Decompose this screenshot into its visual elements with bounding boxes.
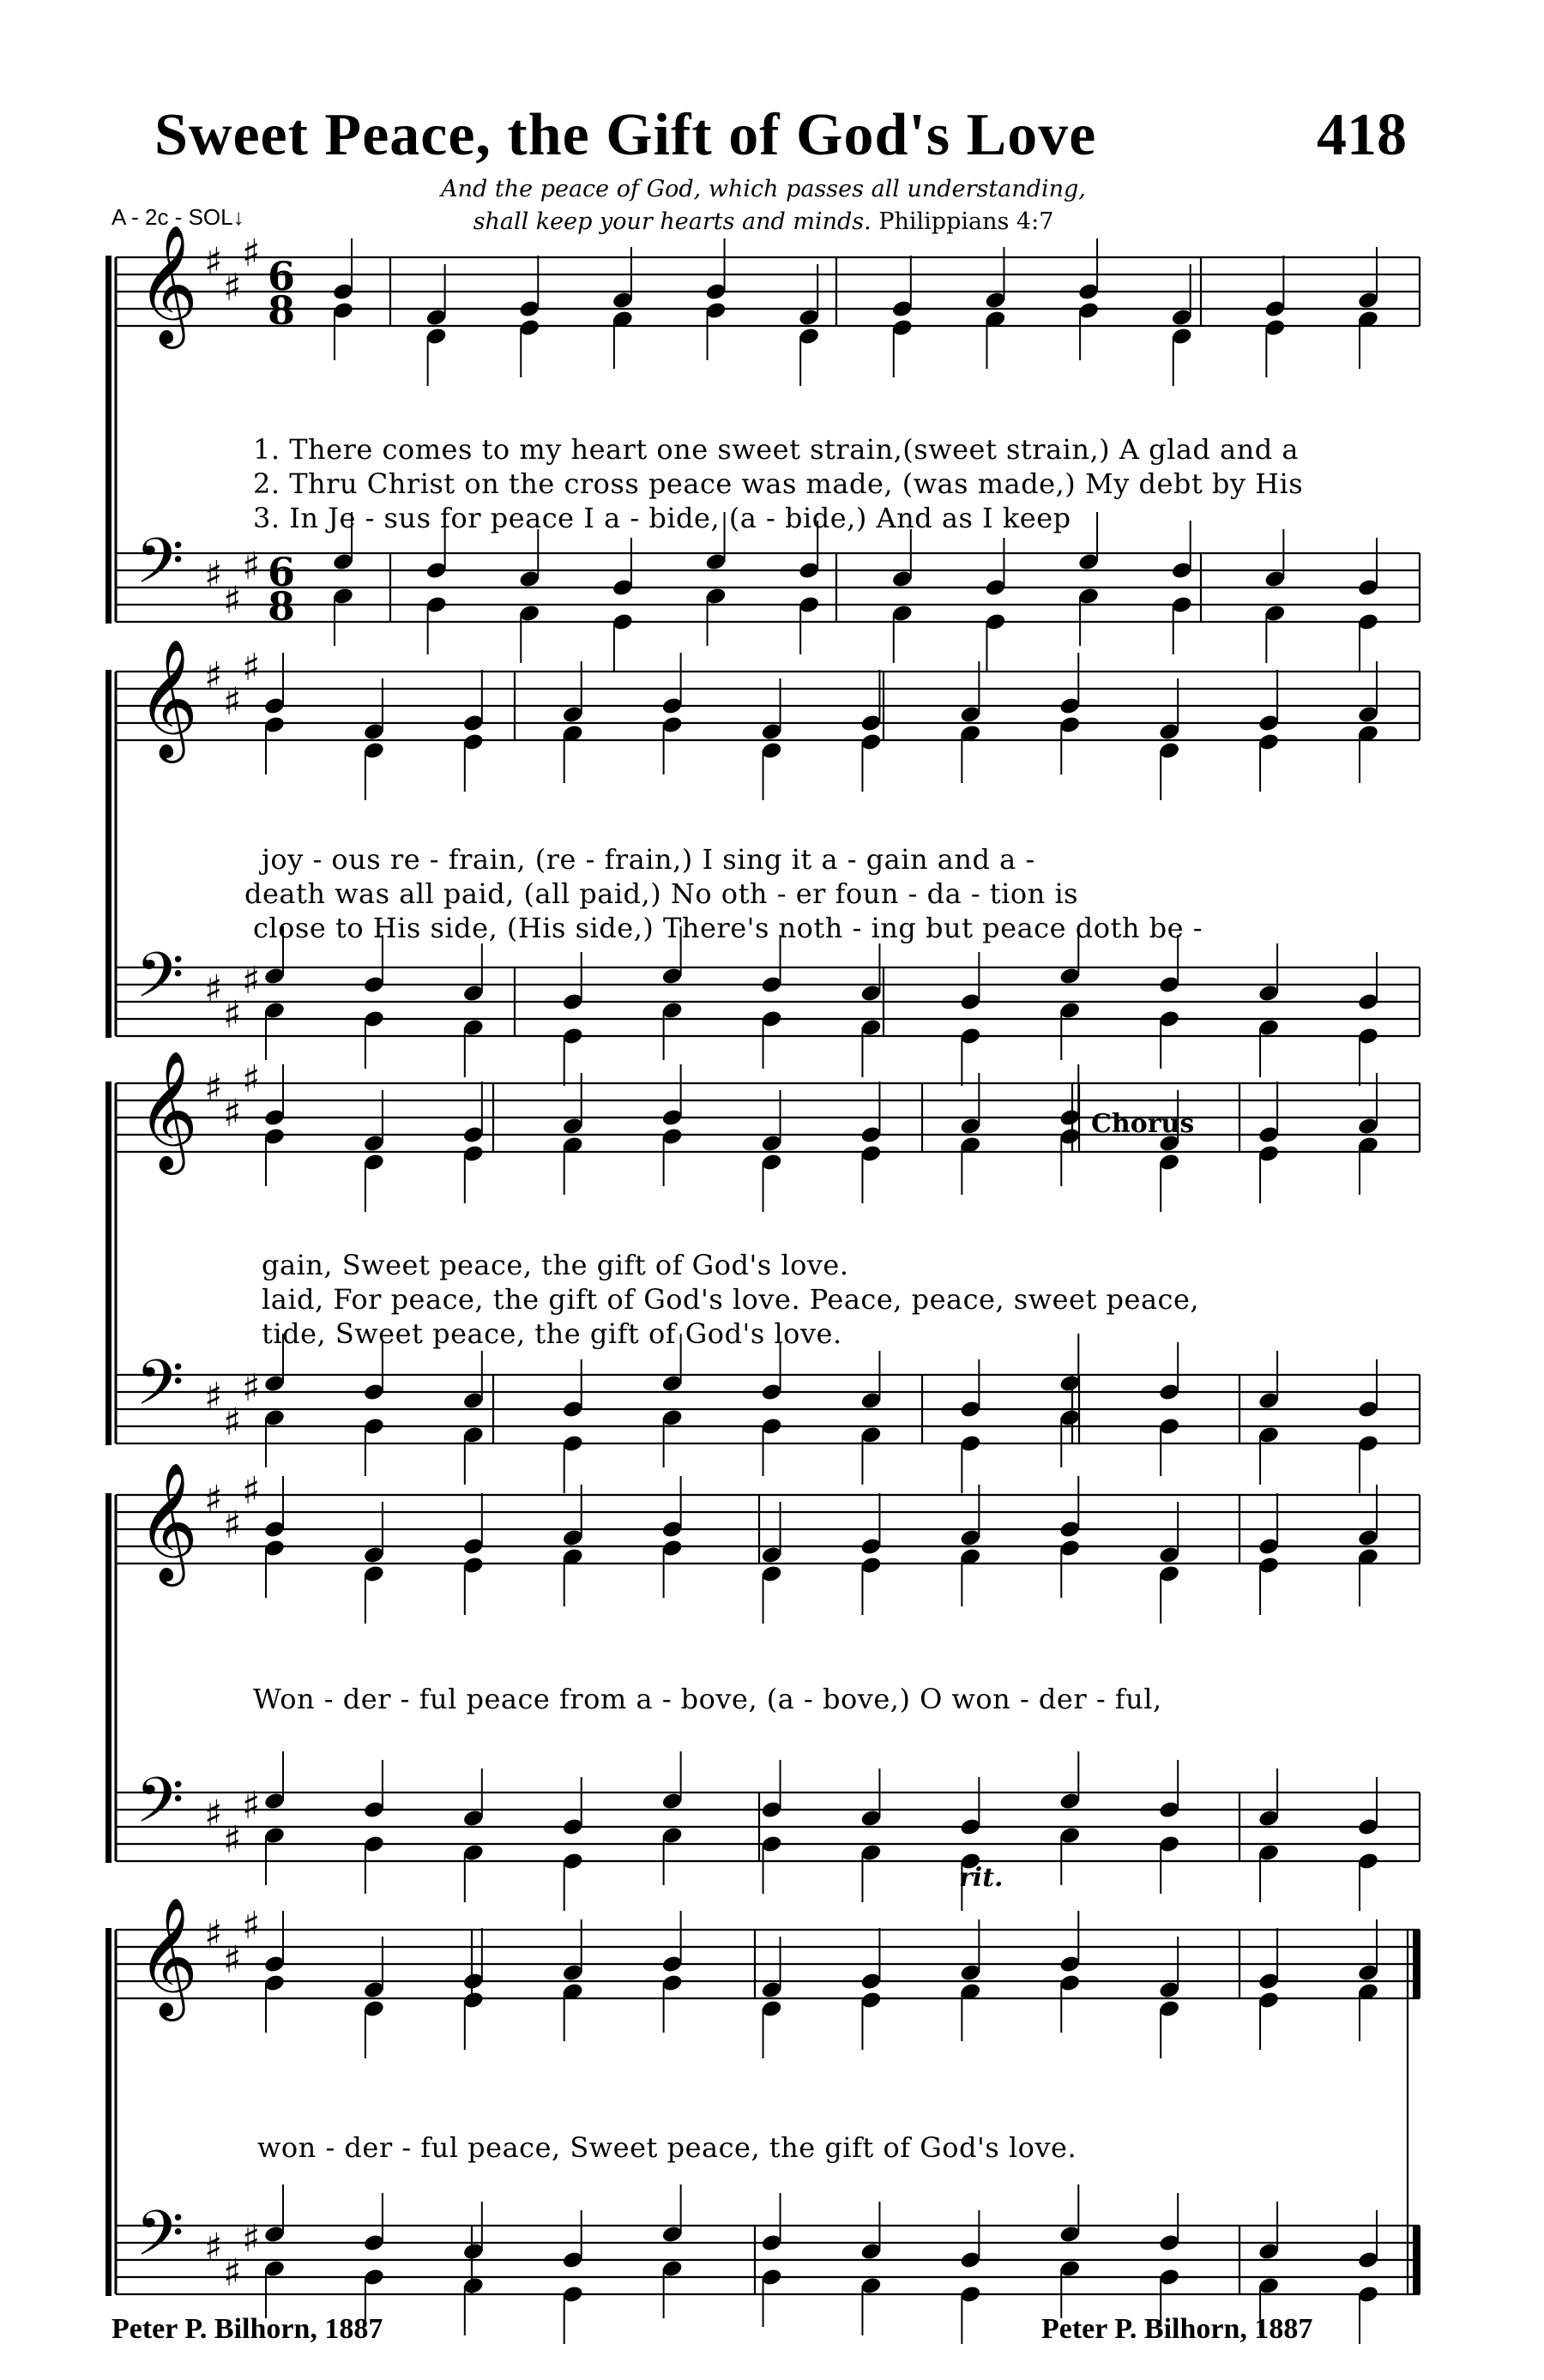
- lyric-s2-verse3: close to His side, (His side,) There's noth - ing but peace doth be -: [253, 912, 1203, 944]
- lyric-s3-verse1: gain, Sweet peace, the gift of God's love.: [262, 1249, 849, 1281]
- system-5-treble-sharp-icon: ♯: [242, 1904, 261, 1948]
- system-4-brace-bar: [106, 1493, 112, 1863]
- lyric-s1-verse1: 1. There comes to my heart one sweet strain,(sweet strain,) A glad and a: [253, 433, 1299, 466]
- system-1-bass-sharp-icon: ♯: [223, 579, 242, 623]
- system-4-treble-sharp-icon: ♯: [204, 1478, 223, 1521]
- rit-marking: rit.: [959, 1863, 1004, 1893]
- system-5-treble-sharp-icon: ♯: [204, 1913, 223, 1956]
- system-4-treble-sharp-icon: ♯: [223, 1503, 242, 1547]
- system-2-bass-sharp-icon: ♯: [204, 967, 223, 1011]
- system-1-bass-clef-icon: 𝄢: [136, 524, 184, 612]
- lyric-s1-verse2: 2. Thru Christ on the cross peace was made, (was made,) My debt by His: [253, 467, 1304, 500]
- time-signature-bottom-bass: 8: [268, 583, 296, 630]
- system-2-bass-clef-icon: 𝄢: [136, 938, 184, 1027]
- system-5-treble-clef-icon: 𝄞: [137, 1897, 198, 2016]
- scripture-line-2-text: shall keep your hearts and minds.: [473, 208, 872, 235]
- system-4-treble-clef-icon: 𝄞: [137, 1462, 198, 1582]
- system-1-brace-bar: [106, 256, 112, 624]
- final-barline-thick: [1413, 1930, 1420, 1998]
- system-2-treble-clef-icon: 𝄞: [137, 639, 198, 758]
- time-signature-top-treble: 6: [268, 253, 296, 299]
- final-barline-thick: [1413, 2226, 1420, 2294]
- system-3-bass-clef-icon: 𝄢: [136, 1346, 184, 1434]
- system-5-brace-bar: [106, 1928, 112, 2296]
- system-2-treble-sharp-icon: ♯: [242, 646, 261, 690]
- system-5-bass-sharp-icon: ♯: [204, 2226, 223, 2269]
- scripture-line-1: And the peace of God, which passes all understanding,: [441, 176, 1086, 202]
- system-2-treble-sharp-icon: ♯: [223, 680, 242, 724]
- system-4-bass-clef-icon: 𝄢: [136, 1763, 184, 1852]
- system-5-treble-sharp-icon: ♯: [223, 1938, 242, 1982]
- system-4-treble-sharp-icon: ♯: [242, 1469, 261, 1513]
- hymn-number: 418: [1317, 102, 1407, 168]
- system-1-bass-sharp-icon: ♯: [204, 553, 223, 597]
- system-3-brace-bar: [106, 1082, 112, 1445]
- lyric-s5: won - der - ful peace, Sweet peace, the gift of God's love.: [257, 2131, 1077, 2164]
- system-4-bass-sharp-icon: ♯: [223, 1818, 242, 1862]
- system-1-treble-sharp-icon: ♯: [223, 266, 242, 310]
- footer-lyricist: Peter P. Bilhorn, 1887: [112, 2313, 383, 2345]
- system-1-treble-sharp-icon: ♯: [204, 240, 223, 284]
- system-1-treble-sharp-icon: ♯: [242, 232, 261, 275]
- system-2-bass-sharp-icon: ♯: [242, 959, 261, 1003]
- time-signature-bottom-treble: 8: [268, 287, 296, 334]
- hymn-title: Sweet Peace, the Gift of God's Love: [154, 102, 1097, 168]
- system-3-bass-sharp-icon: ♯: [204, 1375, 223, 1419]
- system-3-treble-sharp-icon: ♯: [223, 1092, 242, 1136]
- footer-composer: Peter P. Bilhorn, 1887: [1041, 2313, 1313, 2345]
- system-3-bass-sharp-icon: ♯: [242, 1366, 261, 1410]
- lyric-s1-verse3: 3. In Je - sus for peace I a - bide, (a - bide,) And as I keep: [253, 502, 1071, 534]
- lyric-s4: Won - der - ful peace from a - bove, (a - bove,) O won - der - ful,: [253, 1683, 1162, 1715]
- system-5-bass-sharp-icon: ♯: [223, 2251, 242, 2295]
- lyric-s2-verse1: joy - ous re - frain, (re - frain,) I sing it a - gain and a -: [262, 843, 1035, 876]
- system-5-bass-clef-icon: 𝄢: [136, 2196, 184, 2285]
- system-1-treble-clef-icon: 𝄞: [137, 225, 198, 344]
- lyric-s2-verse2: death was all paid, (all paid,) No oth - er foun - da - tion is: [244, 877, 1079, 910]
- time-signature-top-bass: 6: [268, 549, 296, 595]
- key-signature-label: A - 2c - SOL↓: [112, 204, 244, 230]
- system-3-treble-clef-icon: 𝄞: [137, 1051, 198, 1170]
- system-4-bass-sharp-icon: ♯: [204, 1793, 223, 1836]
- system-5-bass-sharp-icon: ♯: [242, 2217, 261, 2261]
- system-4-bass-sharp-icon: ♯: [242, 1784, 261, 1828]
- system-2-brace-bar: [106, 670, 112, 1038]
- lyric-s3-verse2: laid, For peace, the gift of God's love. Peace, peace, sweet peace,: [262, 1283, 1200, 1316]
- chorus-marking: Chorus: [1091, 1109, 1195, 1139]
- system-3-treble-sharp-icon: ♯: [242, 1057, 261, 1101]
- scripture-reference: Philippians 4:7: [878, 208, 1054, 235]
- system-3-bass-sharp-icon: ♯: [223, 1401, 242, 1444]
- lyric-s3-verse3: tide, Sweet peace, the gift of God's love.: [262, 1317, 842, 1350]
- system-2-bass-sharp-icon: ♯: [223, 993, 242, 1037]
- system-3-treble-sharp-icon: ♯: [204, 1066, 223, 1110]
- system-2-treble-sharp-icon: ♯: [204, 654, 223, 698]
- system-1-bass-sharp-icon: ♯: [242, 545, 261, 588]
